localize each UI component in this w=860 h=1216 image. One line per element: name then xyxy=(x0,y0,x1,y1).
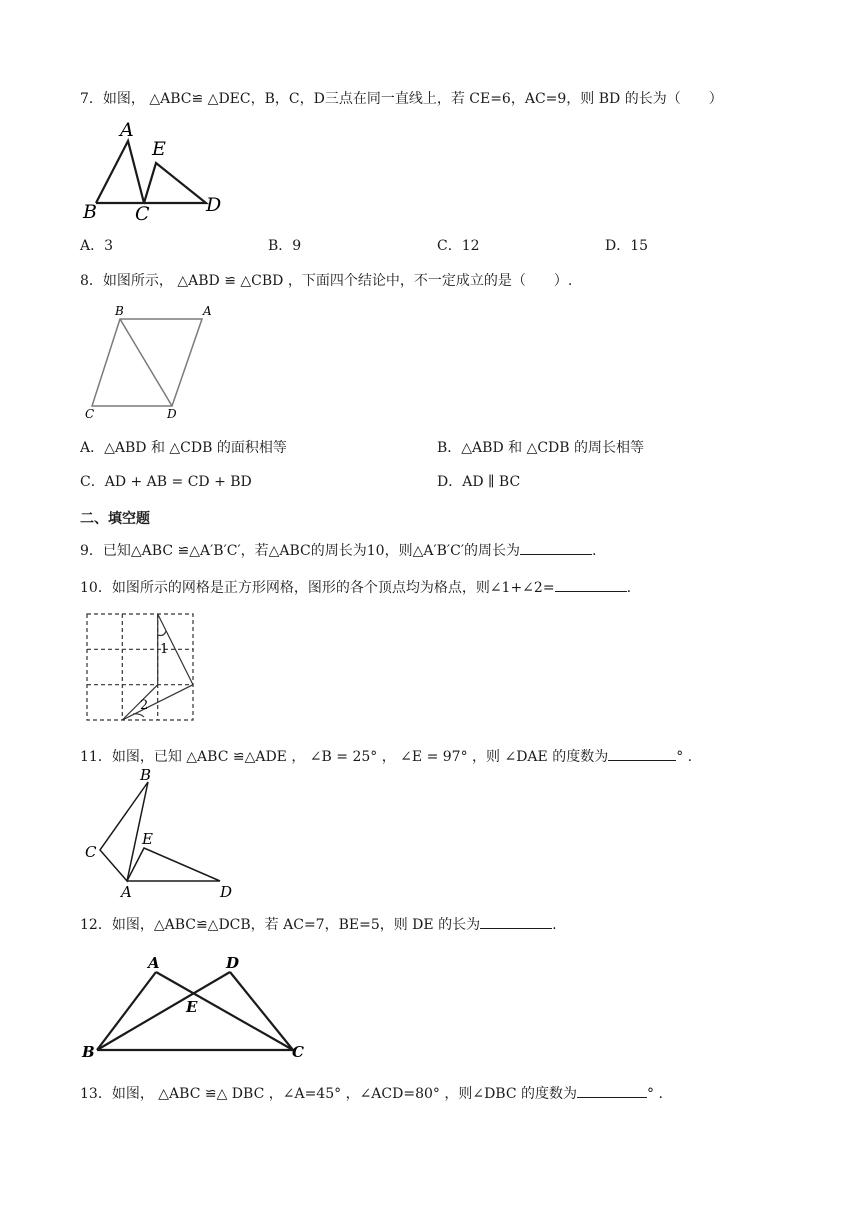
q13-text: 13．如图， △ABC ≌△ DBC ，∠A=45° ，∠ACD=80° ，则∠DBC 的度数为 xyxy=(80,1086,578,1102)
q11-label-B: B xyxy=(140,766,152,784)
question-10-grid-figure xyxy=(86,613,196,723)
q11-answer-blank[interactable] xyxy=(608,746,676,761)
q12-label-C: C xyxy=(292,1043,304,1061)
q12-text-end: . xyxy=(552,917,557,933)
question-9 xyxy=(80,540,596,561)
q11-label-C: C xyxy=(85,843,97,861)
question-11 xyxy=(80,746,692,767)
q8-option-d[interactable]: D．AD ∥ BC xyxy=(437,474,521,490)
question-7-stem: 7．如图， △ABC≌ △DEC，B，C，D三点在同一直线上，若 CE=6，AC=9，则 BD 的长为（ ） xyxy=(80,91,723,107)
q7-label-E: E xyxy=(152,138,166,160)
question-12-figure xyxy=(80,950,320,1065)
q11-label-E: E xyxy=(142,830,153,848)
q7-option-b[interactable]: B．9 xyxy=(268,238,302,254)
q8-option-c[interactable]: C．AD + AB = CD + BD xyxy=(80,474,252,490)
q10-text-end: . xyxy=(626,580,632,596)
q10-angle-1-label: 1 xyxy=(160,642,169,657)
q7-option-a[interactable]: A．3 xyxy=(80,238,114,254)
q12-answer-blank[interactable] xyxy=(480,914,552,929)
q7-label-D: D xyxy=(206,194,222,216)
q13-text-end: ° . xyxy=(647,1086,663,1102)
question-8-figure xyxy=(80,302,230,427)
q7-option-c[interactable]: C．12 xyxy=(437,238,480,254)
question-10 xyxy=(80,577,631,598)
question-11-figure xyxy=(80,766,240,901)
q10-answer-blank[interactable] xyxy=(555,577,627,592)
q9-answer-blank[interactable] xyxy=(520,540,592,555)
section-title-fill-in: 二、填空题 xyxy=(80,511,150,527)
question-12 xyxy=(80,914,557,935)
q12-label-A: A xyxy=(148,954,160,972)
q13-answer-blank[interactable] xyxy=(577,1083,647,1098)
q12-text: 12．如图，△ABC≌△DCB，若 AC=7，BE=5，则 DE 的长为 xyxy=(80,917,481,933)
q10-angle-2-label: 2 xyxy=(140,698,149,713)
question-8-stem: 8．如图所示， △ABD ≌ △CBD ，下面四个结论中，不一定成立的是（ ）. xyxy=(80,273,573,289)
q8-option-b[interactable]: B．△ABD 和 △CDB 的周长相等 xyxy=(437,440,645,456)
q8-label-B: B xyxy=(115,304,124,318)
q12-label-D: D xyxy=(226,954,240,972)
q7-label-B: B xyxy=(83,201,97,223)
q10-text: 10．如图所示的网格是正方形网格，图形的各个顶点均为格点，则∠1+∠2= xyxy=(80,580,555,596)
q11-text: 11．如图，已知 △ABC ≌△ADE ， ∠B = 25° ， ∠E = 97° ，则 ∠DAE 的度数为 xyxy=(80,749,609,765)
q9-text-end: . xyxy=(592,543,597,559)
q11-text-end: ° . xyxy=(676,749,693,765)
q8-label-D: D xyxy=(167,407,177,421)
q9-text: 9．已知△ABC ≌△A′B′C′，若△ABC的周长为10，则△A′B′C′的周长为 xyxy=(80,543,521,559)
q8-option-a[interactable]: A．△ABD 和 △CDB 的面积相等 xyxy=(80,440,287,456)
question-13 xyxy=(80,1083,663,1104)
question-7-figure xyxy=(80,119,240,225)
q11-label-A: A xyxy=(121,883,132,901)
q8-label-C: C xyxy=(85,407,95,421)
q11-label-D: D xyxy=(220,883,233,901)
q7-option-d[interactable]: D．15 xyxy=(605,238,649,254)
q12-label-E: E xyxy=(186,998,198,1016)
q12-label-B: B xyxy=(82,1043,95,1061)
q7-label-A: A xyxy=(120,119,134,141)
q7-label-C: C xyxy=(135,203,150,225)
q8-label-A: A xyxy=(203,304,212,318)
